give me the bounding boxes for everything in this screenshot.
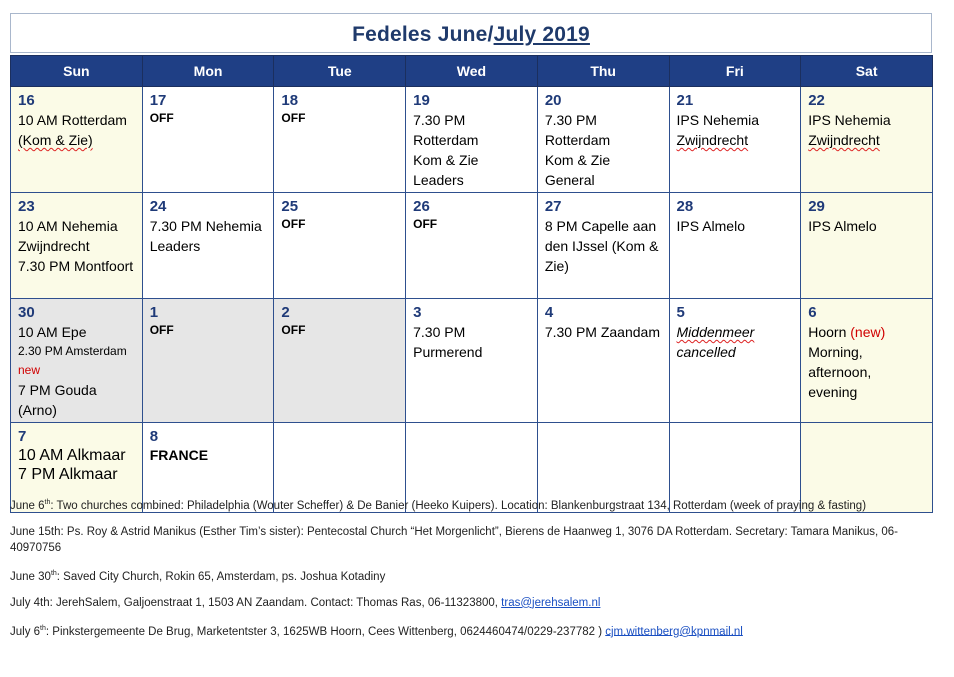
email-link[interactable]: tras@jerehsalem.nl: [501, 596, 601, 609]
weekday-sat: Sat: [801, 56, 933, 87]
day-number: 17: [149, 92, 167, 109]
day-number: 23: [18, 198, 35, 215]
day-cell: [274, 193, 406, 299]
note-july-6: [10, 621, 940, 640]
event-line: IPS Almelo: [676, 218, 745, 234]
note-text: : Saved City Church, Rokin 65, Amsterdam, ps. Joshua Kotadiny: [56, 570, 386, 583]
note-date: July 6: [10, 625, 41, 638]
day-cell: [669, 299, 801, 423]
day-cell: [537, 87, 669, 193]
note-text: : JerehSalem, Galjoenstraat 1, 1503 AN Zaandam. Contact: Thomas Ras, 06-11323800,: [49, 596, 502, 609]
note-date: July 4th: [10, 596, 50, 609]
day-number: 29: [808, 198, 825, 215]
day-number: 3: [413, 304, 422, 321]
event-line: (Kom & Zie): [18, 132, 93, 148]
day-number: 26: [413, 198, 430, 215]
day-number: 5: [676, 304, 685, 321]
event-line: IPS Almelo: [808, 218, 877, 234]
event-line: Zwijndrecht: [18, 238, 90, 254]
day-cell: [669, 87, 801, 193]
event-line: OFF: [149, 111, 174, 125]
event-line: IPS Nehemia: [676, 112, 759, 128]
event-line: Middenmeer: [676, 324, 755, 340]
weekday-thu: Thu: [537, 56, 669, 87]
day-number: 22: [808, 92, 825, 109]
note-text: : Ps. Roy & Astrid Manikus (Esther Tim’s sister): Pentecostal Church “Het Morgenlicht”, Bierens de Haanweg 1, 3076 DA Rotterdam. Secretary: Tamara Manikus, 06-40970756: [10, 525, 899, 554]
day-number: 1: [149, 304, 159, 321]
event-line: Zwijndrecht: [676, 132, 749, 148]
day-cell: [801, 87, 933, 193]
day-number: 6: [808, 304, 817, 321]
title-part-1: Fedeles June/: [352, 23, 494, 46]
new-badge: new: [18, 363, 41, 377]
calendar-title: [352, 23, 590, 47]
day-number: 18: [281, 92, 299, 109]
event-line: cancelled: [676, 344, 736, 360]
event-text: 2.30 PM Amsterdam: [18, 344, 127, 358]
day-cell: [142, 193, 274, 299]
note-sup: th: [50, 569, 57, 577]
day-number: 24: [149, 198, 167, 215]
event-line: OFF: [413, 217, 438, 231]
week-row: [11, 299, 933, 423]
new-badge: (new): [850, 324, 886, 340]
day-cell: [801, 299, 933, 423]
day-number: 7: [18, 428, 27, 445]
weekday-mon: Mon: [142, 56, 274, 87]
day-number: 16: [18, 92, 35, 109]
day-number: 4: [544, 304, 554, 321]
day-cell: [406, 193, 538, 299]
event-line: OFF: [281, 323, 306, 337]
day-cell: [11, 87, 143, 193]
note-july-4: [10, 595, 940, 611]
email-link[interactable]: cjm.wittenberg@kpnmail.nl: [605, 625, 743, 638]
event-line: 7.30 PM Montfoort: [18, 258, 134, 274]
note-date: June 30: [10, 570, 51, 583]
note-text: : Pinkstergemeente De Brug, Marketentster 3, 1625WB Hoorn, Cees Wittenberg, 0624460474/0229-237782 ): [45, 625, 606, 638]
day-cell: [406, 87, 538, 193]
event-line: 10 AM Nehemia: [18, 218, 118, 234]
day-number: 19: [413, 92, 430, 109]
note-date: June 15th: [10, 525, 61, 538]
event-line: 7 PM Alkmaar: [18, 466, 118, 483]
day-number: 28: [676, 198, 694, 215]
day-number: 21: [676, 92, 694, 109]
event-line: 7.30 PM Purmerend: [413, 324, 483, 360]
day-cell: [11, 193, 143, 299]
event-line: OFF: [281, 217, 306, 231]
event-line: Zwijndrecht: [808, 132, 880, 148]
event-line: Leaders: [149, 238, 201, 254]
day-cell: [537, 193, 669, 299]
day-cell: [801, 193, 933, 299]
notes-section: [10, 495, 940, 649]
event-line: 7.30 PM Rotterdam: [413, 112, 479, 148]
day-number: 20: [544, 92, 562, 109]
event-line: Zie): [544, 258, 569, 274]
weekday-sun: Sun: [11, 56, 143, 87]
event-line: 10 AM Epe: [18, 324, 87, 340]
note-date: June 6: [10, 499, 45, 512]
event-text: Hoorn: [808, 324, 847, 340]
event-line: Morning, afternoon,: [808, 344, 872, 380]
day-number: 8: [149, 428, 159, 445]
event-line: 10 AM Rotterdam: [18, 112, 127, 128]
note-june-30: [10, 566, 940, 585]
event-line: 8 PM Capelle aan: [544, 218, 657, 234]
event-line: 10 AM Alkmaar: [18, 447, 126, 464]
note-text: : Two churches combined: Philadelphia (Wouter Scheffer) & De Banier (Heeko Kuipers). Location: Blankenburgstraat 134, Rotterdam (week of praying & fasting): [50, 499, 867, 512]
event-line: [808, 322, 926, 342]
weekday-header-row: [11, 56, 933, 87]
title-part-2: July 2019: [493, 23, 590, 46]
event-line: 7.30 PM Zaandam: [544, 324, 660, 340]
event-line: Kom & Zie Leaders: [413, 152, 479, 188]
day-number: 27: [544, 198, 562, 215]
day-cell: [537, 299, 669, 423]
weekday-fri: Fri: [669, 56, 801, 87]
note-sup: th: [44, 499, 51, 506]
event-line: OFF: [281, 111, 306, 125]
weekday-tue: Tue: [274, 56, 406, 87]
event-line: FRANCE: [149, 447, 209, 463]
event-line: 7.30 PM Nehemia: [149, 218, 262, 234]
calendar-table: [10, 55, 933, 513]
event-line: IPS Nehemia: [808, 112, 891, 128]
note-june-15: [10, 524, 940, 556]
note-june-6: [10, 495, 940, 514]
day-cell: [11, 299, 143, 423]
day-cell: [669, 193, 801, 299]
event-line: Kom & Zie General: [544, 152, 611, 188]
day-cell: [274, 87, 406, 193]
day-cell: [142, 299, 274, 423]
note-sup: th: [40, 624, 46, 632]
week-row: [11, 87, 933, 193]
event-line: OFF: [149, 323, 174, 337]
weekday-wed: Wed: [406, 56, 538, 87]
event-line: [18, 342, 136, 380]
event-line: 7 PM Gouda (Arno): [18, 382, 97, 418]
calendar-title-bar: [10, 13, 932, 53]
day-cell: [274, 299, 406, 423]
event-line: den IJssel (Kom &: [544, 238, 659, 254]
week-row: [11, 193, 933, 299]
day-cell: [142, 87, 274, 193]
day-number: 30: [18, 304, 35, 321]
event-line: 7.30 PM Rotterdam: [544, 112, 611, 148]
event-line: evening: [808, 384, 858, 400]
day-number: 2: [281, 304, 290, 321]
day-number: 25: [281, 198, 299, 215]
day-cell: [406, 299, 538, 423]
